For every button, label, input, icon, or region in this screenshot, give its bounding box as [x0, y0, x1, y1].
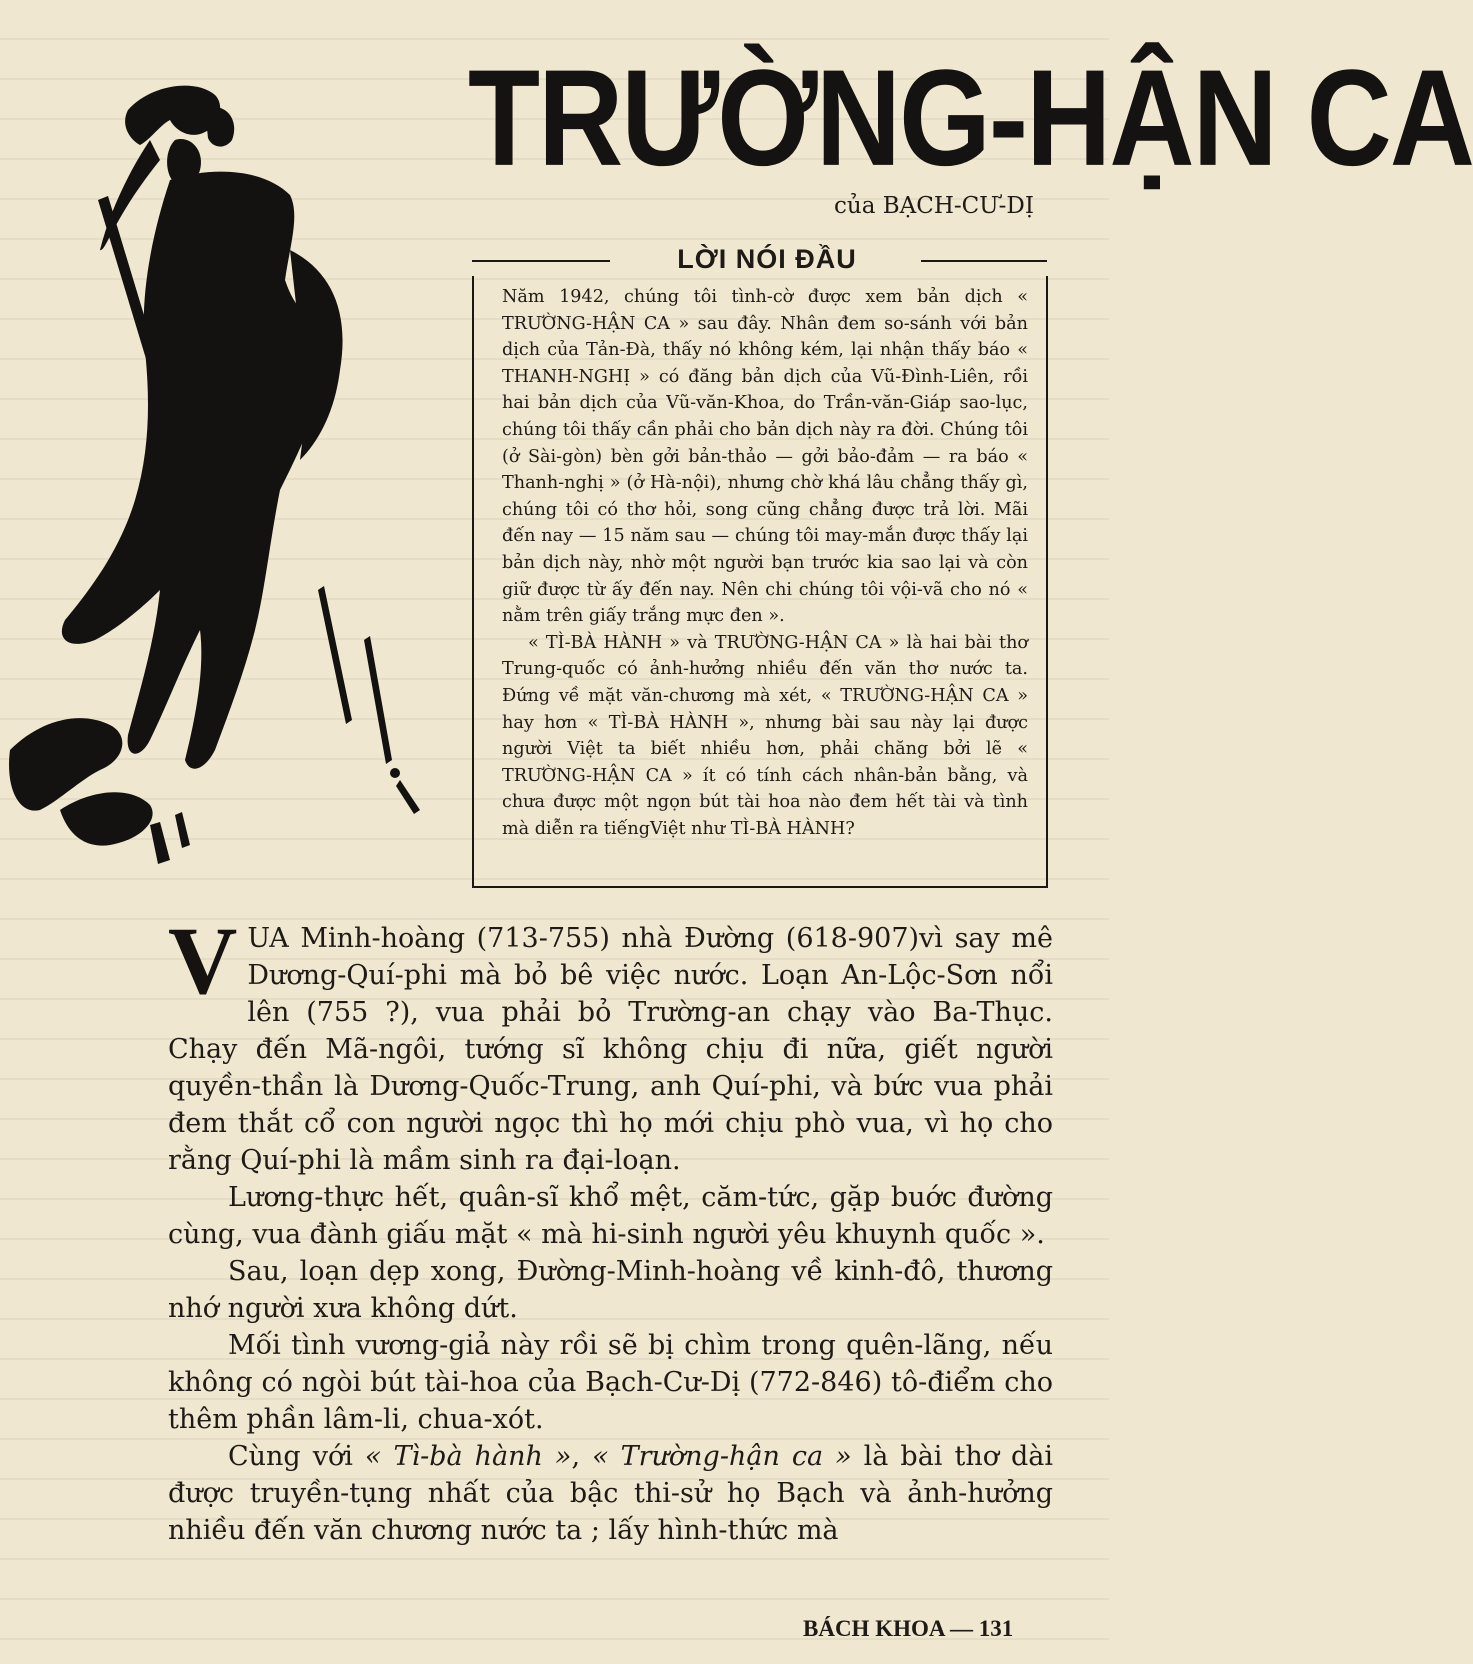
body-paragraph-5-part-a: Cùng với: [228, 1441, 365, 1472]
ink-illustration: [0, 70, 470, 870]
body-paragraph-4: Mối tình vương-giả này rồi sẽ bị chìm trong quên-lãng, nếu không có ngòi bút tài-hoa của Bạch-Cư-Dị (772-846) tô-điểm cho thêm phần lâm-li, chua-xót.: [168, 1330, 1053, 1435]
poem-title-truong-han-ca: « Trường-hận ca »: [592, 1441, 852, 1472]
article-author: của BẠCH-CƯ-DỊ: [834, 193, 1034, 219]
body-paragraph-2: Lương-thực hết, quân-sĩ khổ mệt, căm-tức, gặp buớc đường cùng, vua đành giấu mặt « mà hi-sinh người yêu khuynh quốc ».: [168, 1182, 1053, 1250]
body-paragraph-5-part-c: ,: [571, 1441, 593, 1472]
foreword-heading: [472, 242, 1047, 276]
foreword-box: [472, 276, 1048, 888]
article-body: [168, 907, 1053, 1549]
heading-rule-right: [921, 260, 1047, 262]
page-footer: BÁCH KHOA — 131: [803, 1616, 1014, 1641]
heading-rule-left: [472, 260, 610, 262]
body-paragraph-5-part-e: là bài thơ dài được truyền-tụng nhất của bậc thi-sử họ Bạch và ảnh-hưởng nhiều đến văn chương nước ta ; lấy hình-thức mà: [168, 1441, 1053, 1546]
body-paragraph-3: Sau, loạn dẹp xong, Đường-Minh-hoàng về kinh-đô, thương nhớ người xưa không dứt.: [168, 1256, 1053, 1324]
body-paragraph-1: [168, 907, 1053, 1179]
drop-cap: V: [168, 907, 238, 1014]
body-paragraph-5: [168, 1438, 1053, 1549]
foreword-paragraph-1: Năm 1942, chúng tôi tình-cờ được xem bản dịch « TRƯỜNG-HẬN CA » sau đây. Nhân đem so-sánh với bản dịch của Tản-Đà, thấy nó không kém, lại nhận thấy báo « THANH-NGHỊ » có đăng bản dịch của Vũ-Đình-Liên, rồi hai bản dịch của Vũ-văn-Khoa, do Trần-văn-Giáp sao-lục, chúng tôi thấy cần phải cho bản dịch này ra đời. Chúng tôi (ở Sài-gòn) bèn gởi bản-thảo — gởi bảo-đảm — ra báo « Thanh-nghị » (ở Hà-nội), nhưng chờ khá lâu chẳng thấy gì, chúng tôi có thơ hỏi, song cũng chẳng được trả lời. Mãi đến nay — 15 năm sau — chúng tôi may-mắn được thấy lại bản dịch này, nhờ một người bạn trước kia sao lại và còn giữ được từ ấy đến nay. Nên chi chúng tôi vội-vã cho nó « nằm trên giấy trắng mực đen ».: [502, 287, 1028, 627]
foreword-paragraph-2: « TÌ-BÀ HÀNH » và TRƯỜNG-HẬN CA » là hai bài thơ Trung-quốc có ảnh-hưởng nhiều đến văn thơ nước ta. Đứng về mặt văn-chương mà xét, « TRƯỜNG-HẬN CA » hay hơn « TÌ-BÀ HÀNH », nhưng bài sau này lại được người Việt ta biết nhiều hơn, phải chăng bởi lẽ « TRƯỜNG-HẬN CA » ít có tính cách nhân-bản bằng, và chưa được một ngọn bút tài hoa nào đem hết tài và tình mà diễn ra tiếngViệt như TÌ-BÀ HÀNH?: [502, 632, 1028, 839]
body-paragraph-1-text: UA Minh-hoàng (713-755) nhà Đường (618-907)vì say mê Dương-Quí-phi mà bỏ bê việc nước. Loạn An-Lộc-Sơn nổi lên (755 ?), vua phải bỏ Trường-an chạy vào Ba-Thục. Chạy đến Mã-ngôi, tướng sĩ không chịu đi nữa, giết người quyền-thần là Dương-Quốc-Trung, anh Quí-phi, và bức vua phải đem thắt cổ con người ngọc thì họ mới chịu phò vua, vì họ cho rằng Quí-phi là mầm sinh ra đại-loạn.: [168, 923, 1053, 1176]
brush-figure-drawing: [0, 70, 470, 870]
foreword-heading-label: LỜI NÓI ĐẦU: [677, 244, 857, 274]
poem-title-ti-ba-hanh: « Tì-bà hành »: [364, 1441, 572, 1472]
article-title: TRƯỜNG-HẬN CA: [468, 41, 1473, 195]
